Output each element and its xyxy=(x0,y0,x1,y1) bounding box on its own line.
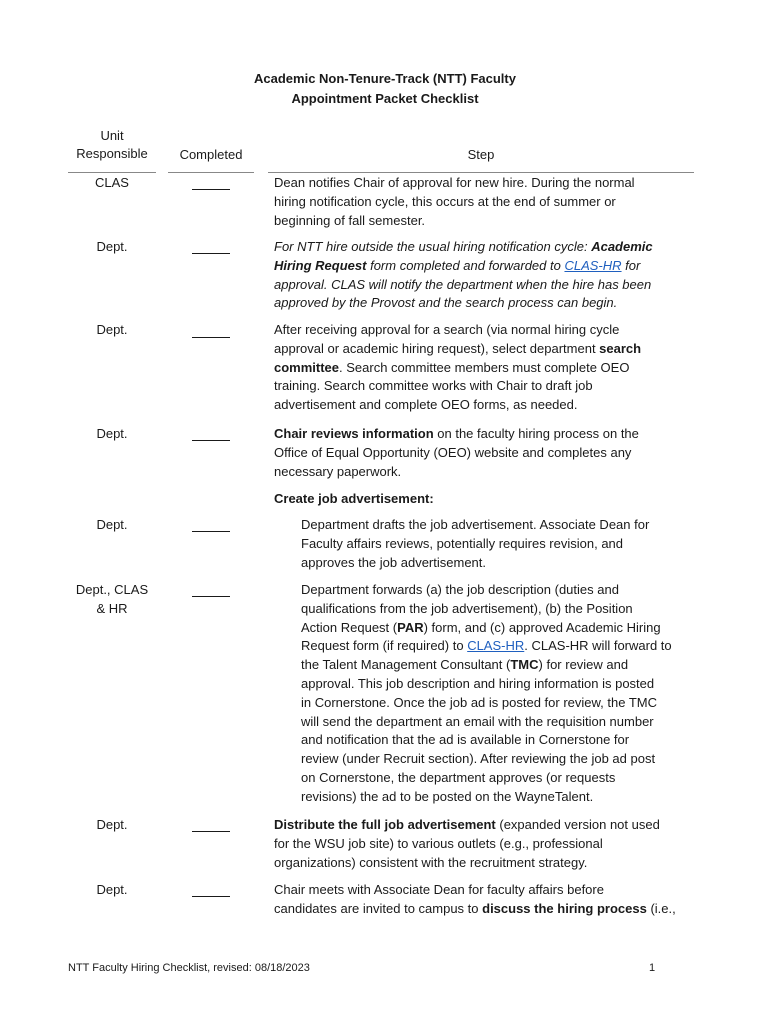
header-unit-line1: Unit xyxy=(100,128,124,143)
step-text xyxy=(274,816,692,872)
section-heading: Create job advertisement: xyxy=(274,491,434,506)
step-line: Office of Equal Opportunity (OEO) website and completes any xyxy=(274,444,632,460)
document-title-line2: Appointment Packet Checklist xyxy=(291,91,479,106)
row-unit: Dept. xyxy=(96,426,128,441)
row-unit: Dept. xyxy=(96,239,128,254)
completed-blank[interactable] xyxy=(192,440,230,441)
step-line: Department forwards (a) the job description (duties and xyxy=(301,582,619,597)
step-line: and notification that the ad is available in Cornerstone for xyxy=(301,732,630,748)
document-title-line1: Academic Non-Tenure-Track (NTT) Faculty xyxy=(254,71,516,86)
row-unit: Dept. xyxy=(96,322,128,337)
step-line: Faculty affairs reviews, potentially requires revision, and xyxy=(301,535,624,551)
step-line: qualifications from the job advertisement), (b) the Position xyxy=(301,600,633,616)
step-line: approval. CLAS will notify the department when the hire has been xyxy=(274,276,652,292)
step-line: hiring notification cycle, this occurs at the end of summer or xyxy=(274,193,616,209)
footer-revision: NTT Faculty Hiring Checklist, revised: 08/18/2023 xyxy=(68,962,310,974)
step-line: Chair reviews information on the faculty hiring process on the xyxy=(274,426,639,441)
step-line: the Talent Management Consultant (TMC) for review and xyxy=(301,657,629,673)
step-line: necessary paperwork. xyxy=(274,463,402,479)
row-unit: Dept. xyxy=(96,882,128,897)
step-text xyxy=(274,238,692,313)
step-text xyxy=(274,425,692,481)
step-text xyxy=(301,516,692,572)
completed-blank[interactable] xyxy=(192,531,230,532)
header-unit-responsible xyxy=(68,127,156,163)
row-unit: CLAS xyxy=(95,175,129,190)
step-line: review (under Recruit section). After reviewing the job ad post xyxy=(301,751,656,767)
row-unit: Dept. xyxy=(96,817,128,832)
step-line: organizations) consistent with the recruitment strategy. xyxy=(274,854,588,870)
step-line: After receiving approval for a search (via normal hiring cycle xyxy=(274,322,620,337)
step-line: committee. Search committee members must complete OEO xyxy=(274,359,630,375)
step-text xyxy=(274,321,692,415)
step-line: will send the department an email with the requisition number xyxy=(301,713,654,729)
step-line: revisions) the ad to be posted on the WayneTalent. xyxy=(301,788,594,804)
row-unit: Dept. xyxy=(96,517,128,532)
step-line: candidates are invited to campus to discuss the hiring process (i.e., xyxy=(274,900,676,916)
completed-blank[interactable] xyxy=(192,253,230,254)
step-text xyxy=(274,881,692,919)
row-unit xyxy=(68,581,156,618)
step-line: on Cornerstone, the department approves (or requests xyxy=(301,769,616,785)
step-line: beginning of fall semester. xyxy=(274,212,426,228)
row-unit-line: & HR xyxy=(96,600,128,616)
header-unit-line2: Responsible xyxy=(76,146,148,161)
header-rule-completed xyxy=(168,172,254,173)
step-line: Hiring Request form completed and forwarded to CLAS-HR for xyxy=(274,257,641,273)
step-text xyxy=(274,174,692,230)
header-completed: Completed xyxy=(179,147,243,162)
step-text xyxy=(301,581,692,807)
step-line: in Cornerstone. Once the job ad is posted for review, the TMC xyxy=(301,694,657,710)
header-step: Step xyxy=(467,147,495,162)
completed-blank[interactable] xyxy=(192,189,230,190)
completed-blank[interactable] xyxy=(192,831,230,832)
clas-hr-link[interactable]: CLAS-HR xyxy=(564,257,622,273)
step-line: Chair meets with Associate Dean for faculty affairs before xyxy=(274,882,604,897)
step-line: approval. This job description and hiring information is posted xyxy=(301,675,655,691)
step-line: approved by the Provost and the search process can begin. xyxy=(274,295,618,311)
header-rule-unit xyxy=(68,172,156,173)
step-line: for the WSU job site) to various outlets (e.g., professional xyxy=(274,835,603,851)
completed-blank[interactable] xyxy=(192,896,230,897)
step-line: Action Request (PAR) form, and (c) approved Academic Hiring xyxy=(301,619,661,635)
step-line: approval or academic hiring request), select department search xyxy=(274,340,642,356)
step-line: training. Search committee works with Chair to draft job xyxy=(274,378,593,394)
step-line: Department drafts the job advertisement. Associate Dean for xyxy=(301,517,650,532)
row-unit-line: Dept., CLAS xyxy=(75,582,149,597)
page-number: 1 xyxy=(648,962,656,974)
step-line: Dean notifies Chair of approval for new hire. During the normal xyxy=(274,175,635,190)
step-line: Request form (if required) to CLAS-HR. CLAS-HR will forward to xyxy=(301,638,672,654)
header-rule-step xyxy=(268,172,694,173)
step-line: advertisement and complete OEO forms, as needed. xyxy=(274,397,578,413)
step-line: approves the job advertisement. xyxy=(301,554,486,570)
completed-blank[interactable] xyxy=(192,337,230,338)
clas-hr-link[interactable]: CLAS-HR xyxy=(467,638,525,654)
step-line: For NTT hire outside the usual hiring notification cycle: Academic xyxy=(274,239,653,254)
completed-blank[interactable] xyxy=(192,596,230,597)
step-line: Distribute the full job advertisement (expanded version not used xyxy=(274,817,660,832)
